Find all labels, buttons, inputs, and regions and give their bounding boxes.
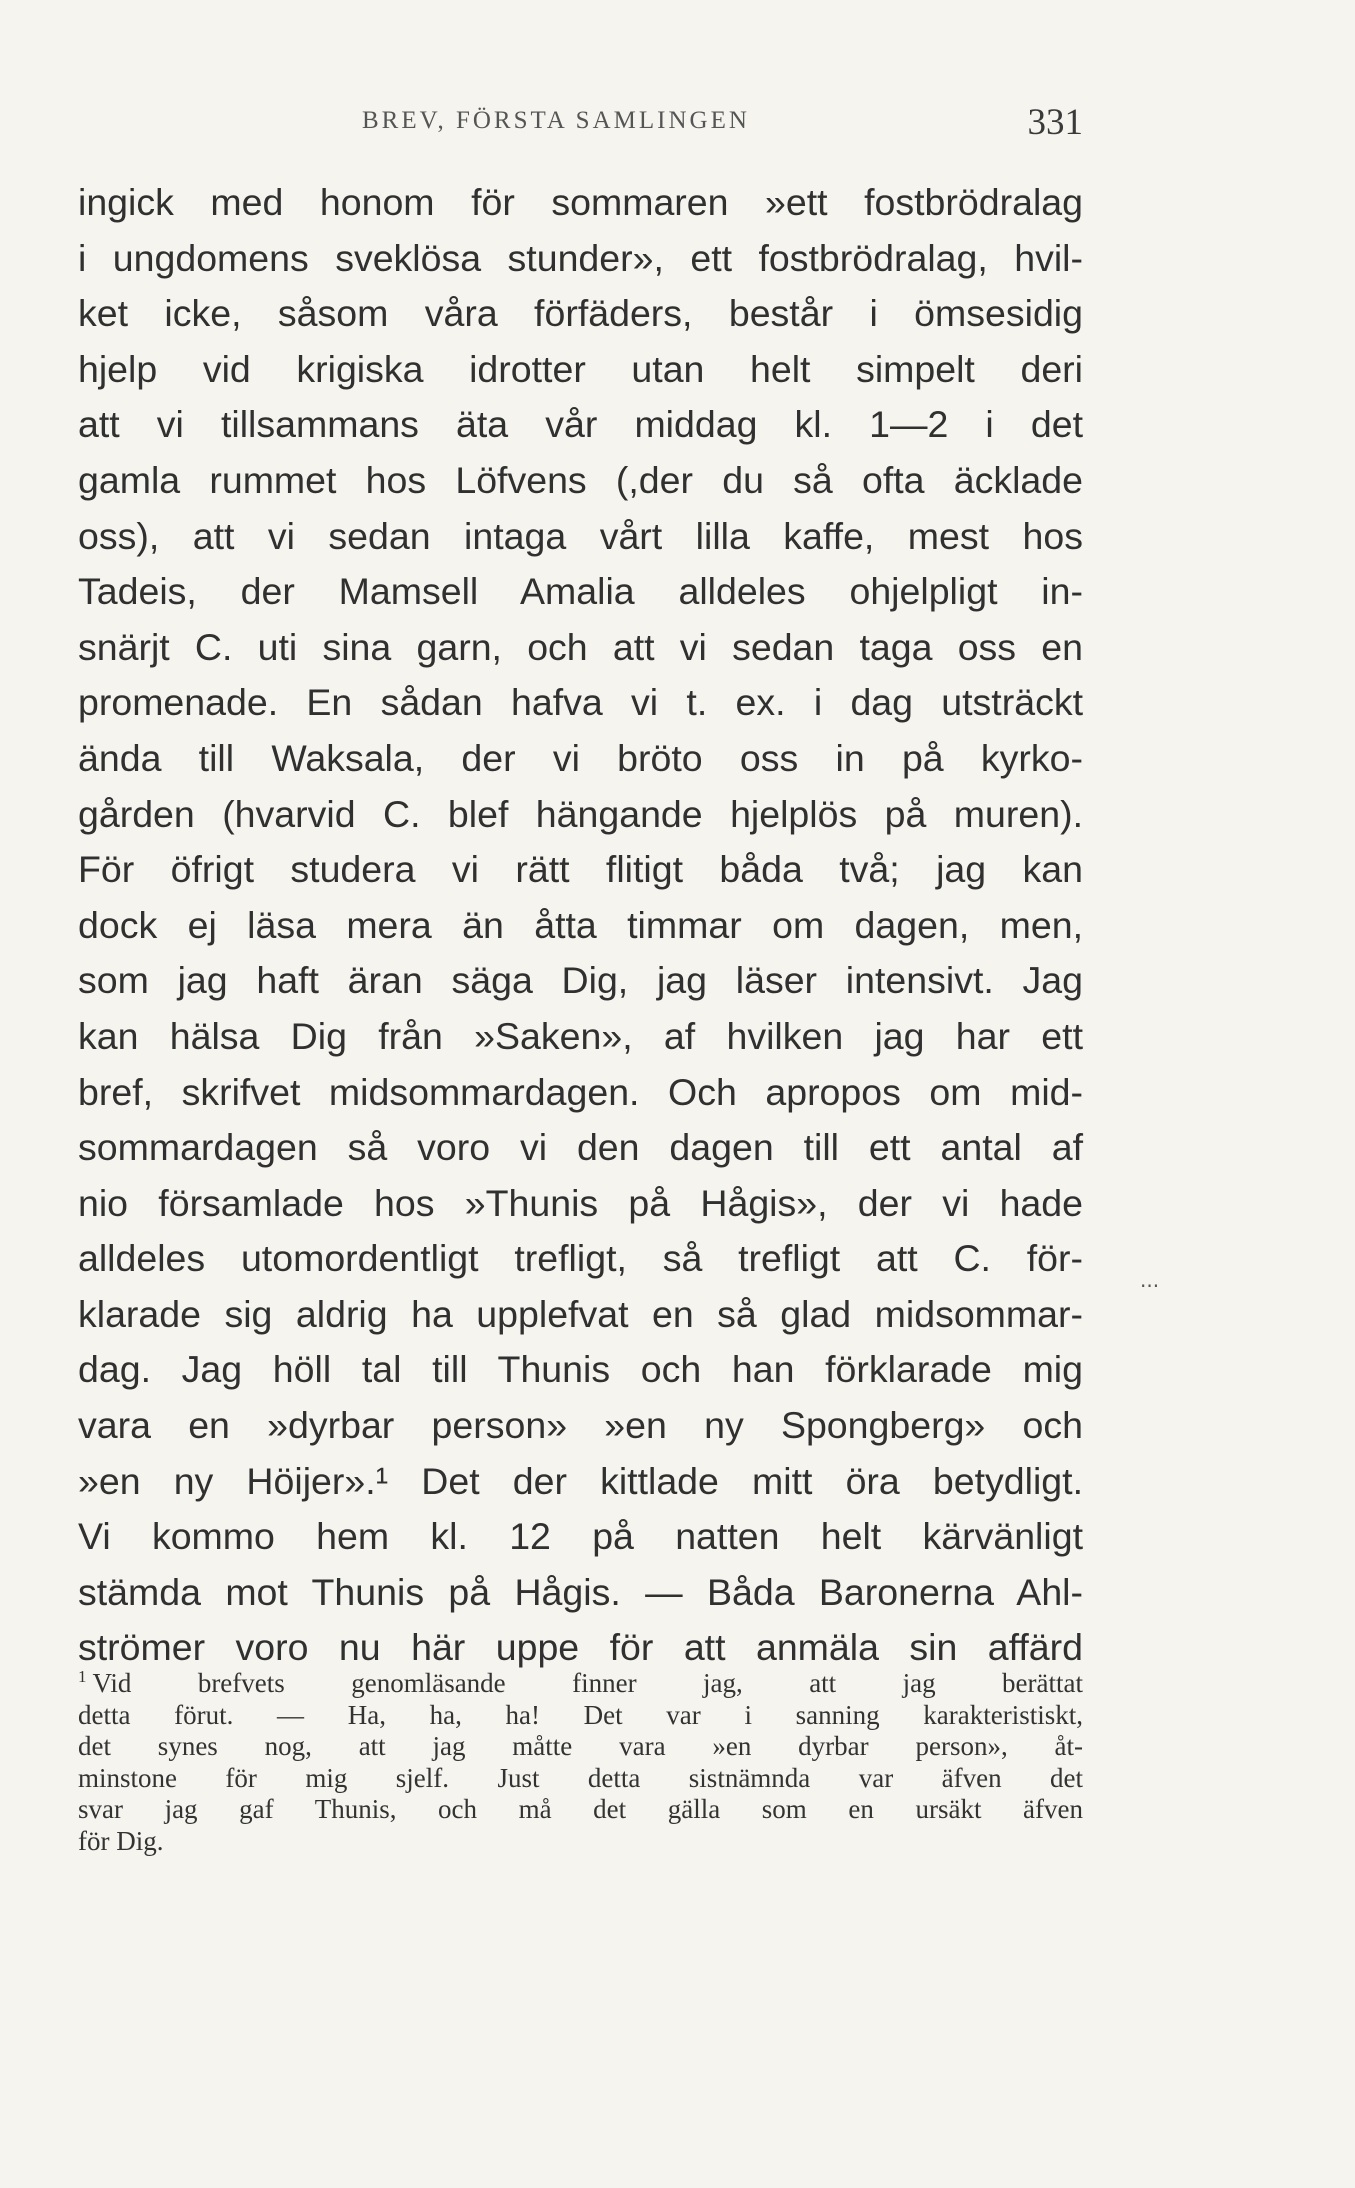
text-line: För öfrigt studera vi rätt flitigt båda två; jag kan <box>78 848 1083 891</box>
footnote-line-text: Vid brefvets genomläsande finner jag, att jag berättat <box>92 1668 1083 1698</box>
text-line: dock ej läsa mera än åtta timmar om dagen, men, <box>78 903 1083 946</box>
footnote-line: minstone för mig sjelf. Just detta sistnämnda var äfven det <box>78 1762 1083 1793</box>
text-line: stämda mot Thunis på Hågis. — Båda Baronerna Ahl- <box>78 1570 1083 1613</box>
text-line: gamla rummet hos Löfvens (,der du så ofta äcklade <box>78 458 1083 501</box>
text-line: »en ny Höijer».¹ Det der kittlade mitt öra betydligt. <box>78 1459 1083 1502</box>
text-line: nio församlade hos »Thunis på Hågis», der vi hade <box>78 1181 1083 1224</box>
text-line: promenade. En sådan hafva vi t. ex. i dag utsträckt <box>78 681 1083 724</box>
text-line: i ungdomens sveklösa stunder», ett fostbrödralag, hvil- <box>78 236 1083 279</box>
text-line: dag. Jag höll tal till Thunis och han förklarade mig <box>78 1348 1083 1391</box>
footnote-line: det synes nog, att jag måtte vara »en dyrbar person», åt- <box>78 1731 1083 1762</box>
text-line: Vi kommo hem kl. 12 på natten helt kärvänligt <box>78 1515 1083 1558</box>
text-line: snärjt C. uti sina garn, och att vi sedan taga oss en <box>78 625 1083 668</box>
text-line: vara en »dyrbar person» »en ny Spongberg» och <box>78 1404 1083 1447</box>
body-text <box>78 175 1083 1676</box>
text-line: Tadeis, der Mamsell Amalia alldeles ohjelpligt in- <box>78 570 1083 613</box>
footnote-line: detta förut. — Ha, ha, ha! Det var i sanning karakteristiskt, <box>78 1699 1083 1730</box>
text-line: strömer voro nu här uppe för att anmäla sin affärd <box>78 1626 1083 1669</box>
margin-mark: ... <box>1140 1268 1160 1292</box>
text-line: oss), att vi sedan intaga vårt lilla kaffe, mest hos <box>78 514 1083 557</box>
page-number: 331 <box>1027 102 1083 143</box>
text-line: sommardagen så voro vi den dagen till ett antal af <box>78 1126 1083 1169</box>
footnote-line: för Dig. <box>78 1825 164 1856</box>
footnote-line <box>78 1668 1083 1700</box>
text-line: kan hälsa Dig från »Saken», af hvilken jag har ett <box>78 1014 1083 1057</box>
text-line: alldeles utomordentligt trefligt, så trefligt att C. för- <box>78 1237 1083 1280</box>
text-line: hjelp vid krigiska idrotter utan helt simpelt deri <box>78 347 1083 390</box>
running-head <box>78 103 1083 147</box>
text-line: klarade sig aldrig ha upplefvat en så glad midsommar- <box>78 1292 1083 1335</box>
footnote-line: svar jag gaf Thunis, och må det gälla som en ursäkt äfven <box>78 1794 1083 1825</box>
footnote-marker: 1 <box>78 1667 87 1686</box>
running-title: BREV, FÖRSTA SAMLINGEN <box>362 107 750 134</box>
text-line: gården (hvarvid C. blef hängande hjelplös på muren). <box>78 792 1083 835</box>
text-line: som jag haft äran säga Dig, jag läser intensivt. Jag <box>78 959 1083 1002</box>
text-line: ingick med honom för sommaren »ett fostbrödralag <box>78 181 1083 223</box>
text-line: ända till Waksala, der vi bröto oss in på kyrko- <box>78 736 1083 779</box>
text-line: bref, skrifvet midsommardagen. Och apropos om mid- <box>78 1070 1083 1113</box>
text-line: att vi tillsammans äta vår middag kl. 1—2 i det <box>78 403 1083 446</box>
text-line: ket icke, såsom våra förfäders, består i ömsesidig <box>78 292 1083 335</box>
footnote <box>78 1668 1083 1858</box>
